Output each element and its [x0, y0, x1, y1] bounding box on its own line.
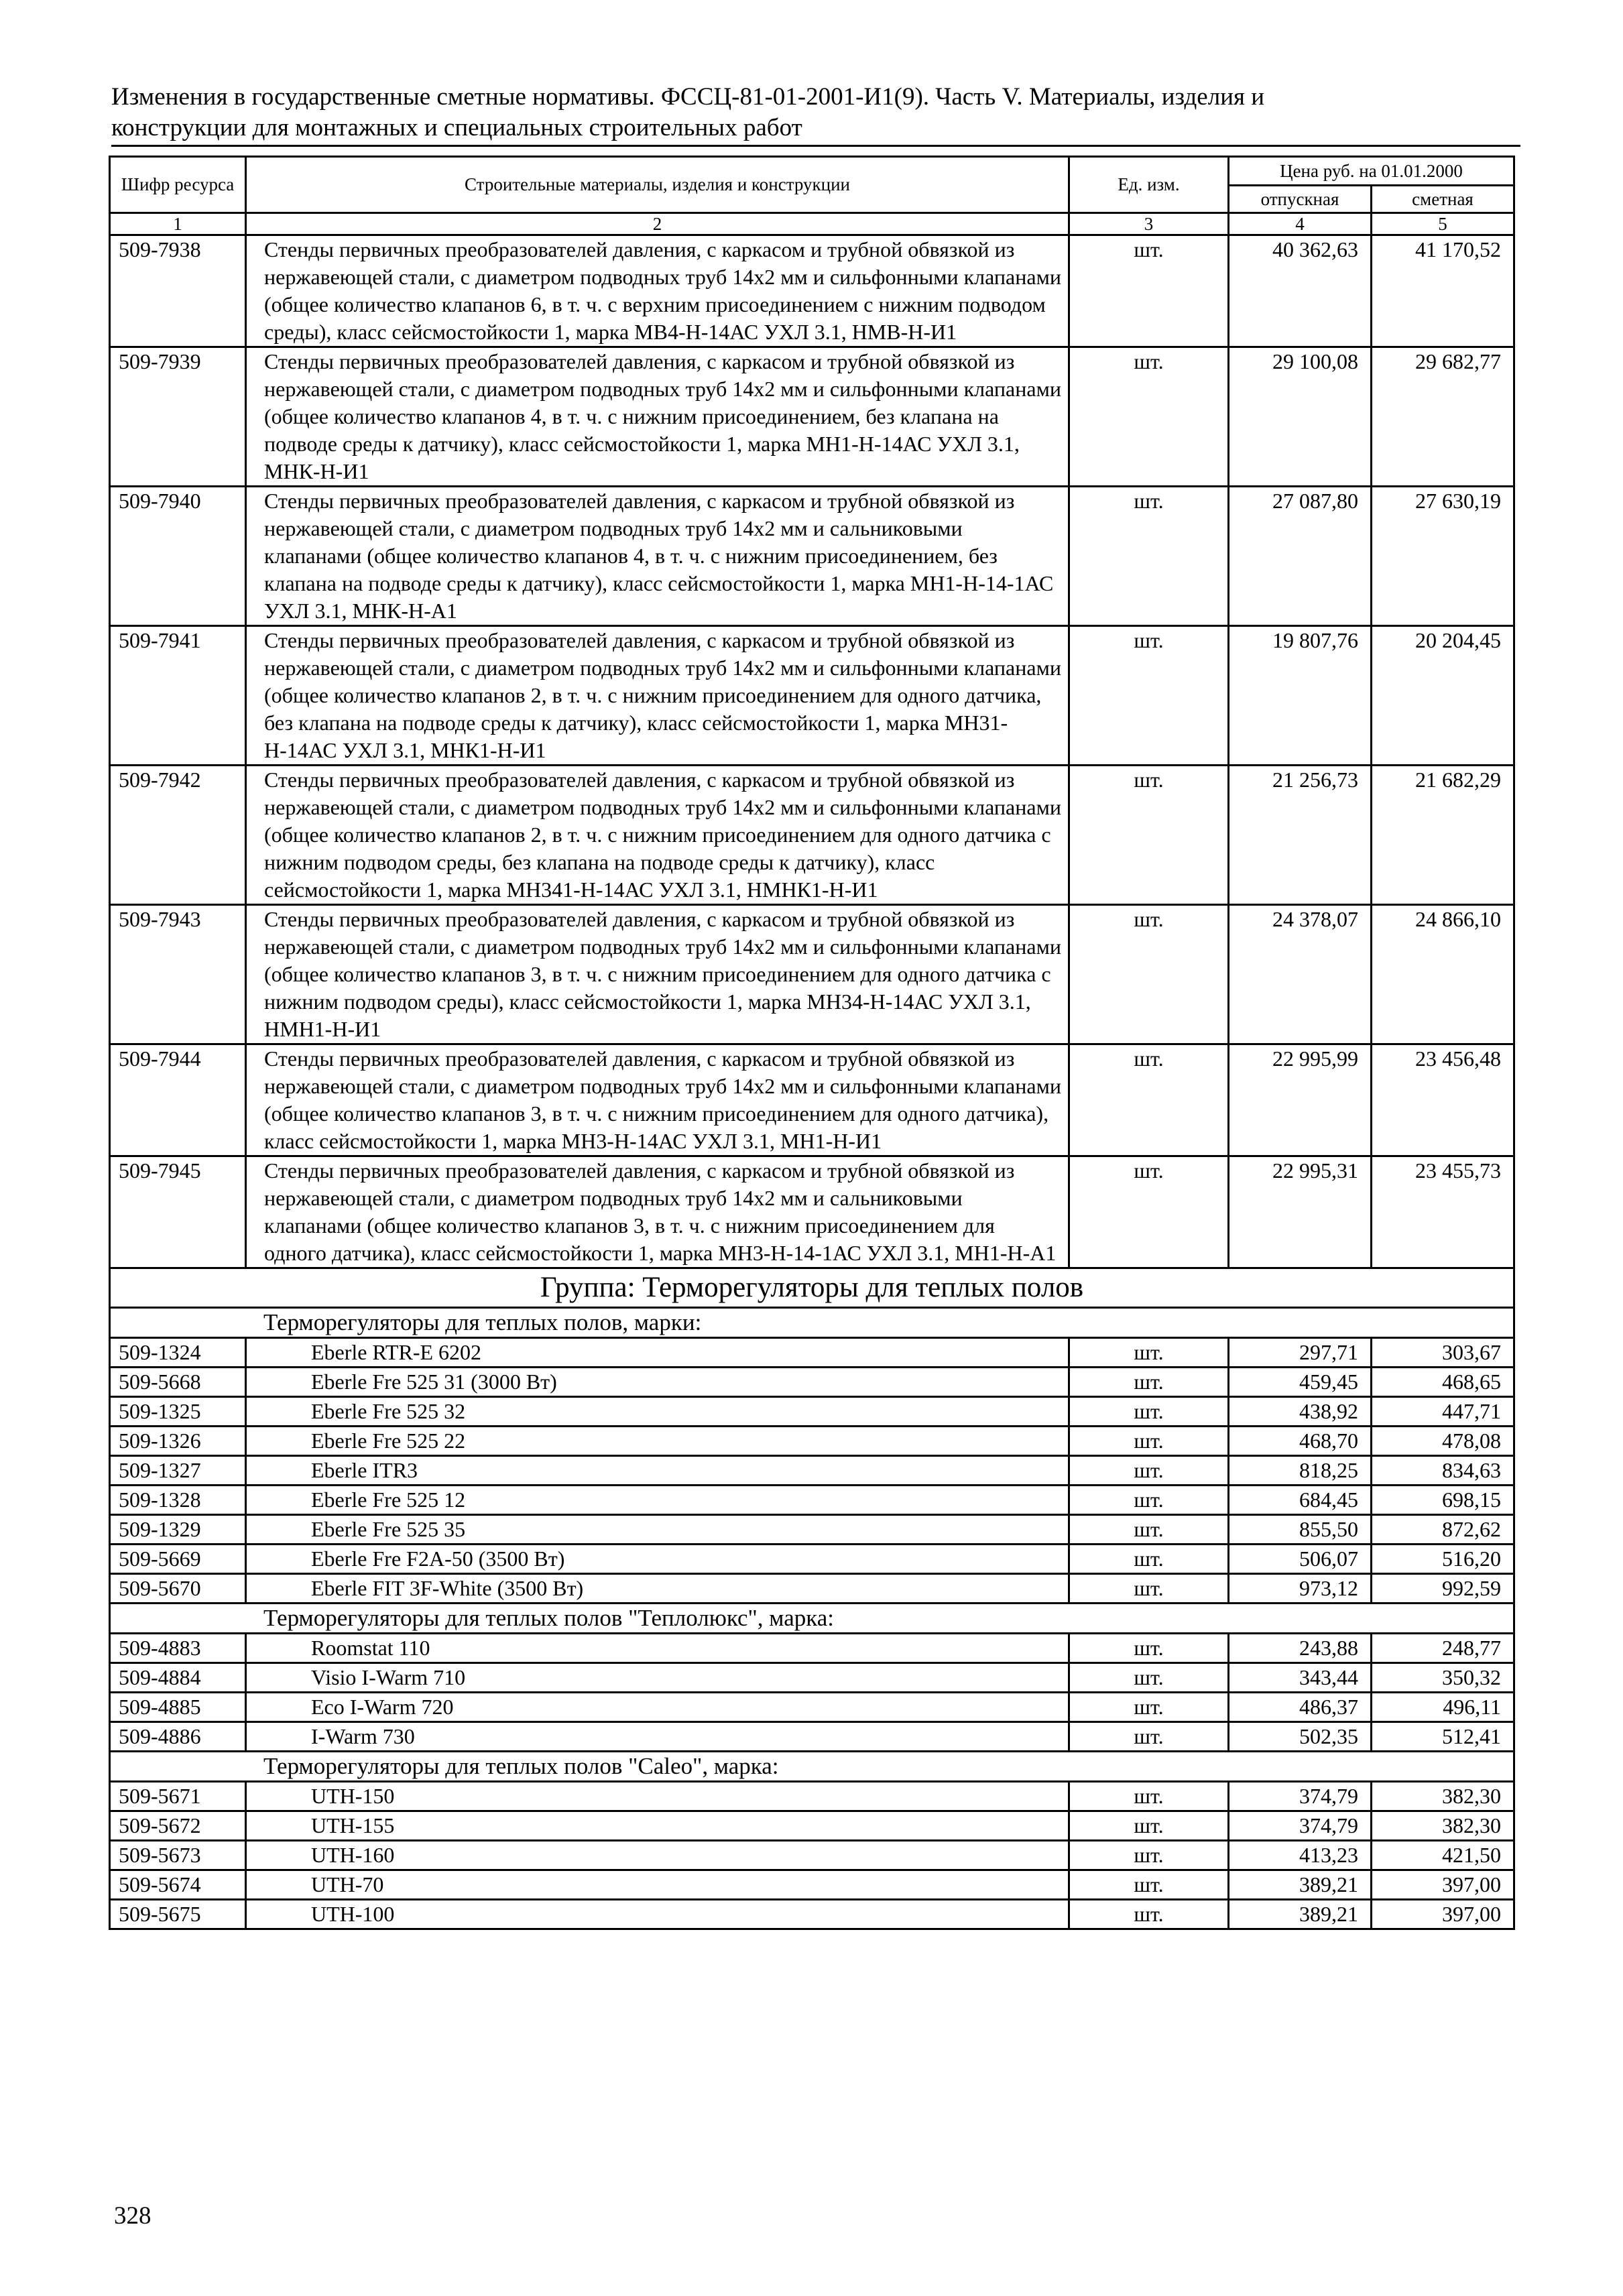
item-unit: шт.: [1069, 1044, 1229, 1156]
resource-code: 509-5675: [110, 1900, 246, 1929]
table-row: [110, 1427, 1514, 1456]
estimate-price: 41 170,52: [1372, 235, 1514, 347]
release-price: 389,21: [1229, 1870, 1372, 1900]
subgroup-header-row: [110, 1752, 1514, 1782]
table-row: [110, 1368, 1514, 1397]
resource-code: 509-7940: [110, 487, 246, 626]
release-price: 374,79: [1229, 1782, 1372, 1811]
item-unit: шт.: [1069, 1545, 1229, 1574]
header-line-1: Изменения в государственные сметные нормативы. ФССЦ-81-01-2001-И1(9). Часть V. Материалы, изделия и: [111, 83, 1265, 111]
resource-code: 509-5672: [110, 1811, 246, 1841]
page-header: [111, 82, 1519, 143]
estimate-price: 496,11: [1372, 1693, 1514, 1722]
table-row: [110, 1044, 1514, 1156]
release-price: 818,25: [1229, 1456, 1372, 1486]
subgroup-rows: [110, 1308, 1514, 1929]
release-price: 22 995,31: [1229, 1156, 1372, 1268]
col-header-code: Шифр ресурса: [110, 157, 246, 213]
group-title: Группа: Терморегуляторы для теплых полов: [110, 1268, 1514, 1308]
release-price: 374,79: [1229, 1811, 1372, 1841]
item-unit: шт.: [1069, 347, 1229, 487]
table-row: [110, 487, 1514, 626]
item-name: Visio I-Warm 710: [246, 1663, 1069, 1693]
col-number-2: 2: [246, 213, 1069, 235]
release-price: 413,23: [1229, 1841, 1372, 1870]
resource-code: 509-7941: [110, 626, 246, 766]
table-row: [110, 1545, 1514, 1574]
release-price: 343,44: [1229, 1663, 1372, 1693]
subgroup-title: Терморегуляторы для теплых полов "Теплолюкс", марка:: [110, 1604, 1514, 1634]
table-row: [110, 1397, 1514, 1427]
table-row: [110, 1782, 1514, 1811]
item-description: Стенды первичных преобразователей давления, с каркасом и трубной обвязкой из нержавеющей стали, с диаметром подводных труб 14х2 мм и сильфонными клапанами (общее количество клапанов 6, в т. ч. с верхним присоединением с нижним подводом среды), класс сейсмостойкости 1, марка МВ4-Н-14АС УХЛ 3.1, НМВ-Н-И1: [246, 235, 1069, 347]
estimate-price: 834,63: [1372, 1456, 1514, 1486]
subgroup-title: Терморегуляторы для теплых полов, марки:: [110, 1308, 1514, 1338]
item-name: Eberle Fre 525 12: [246, 1486, 1069, 1515]
release-price: 24 378,07: [1229, 905, 1372, 1044]
item-unit: шт.: [1069, 1900, 1229, 1929]
item-name: Eberle Fre 525 31 (3000 Вт): [246, 1368, 1069, 1397]
estimate-price: 24 866,10: [1372, 905, 1514, 1044]
release-price: 855,50: [1229, 1515, 1372, 1545]
item-name: Eco I-Warm 720: [246, 1693, 1069, 1722]
estimate-price: 303,67: [1372, 1338, 1514, 1368]
item-name: I-Warm 730: [246, 1722, 1069, 1752]
resource-code: 509-5669: [110, 1545, 246, 1574]
item-name: UTH-70: [246, 1870, 1069, 1900]
estimate-price: 512,41: [1372, 1722, 1514, 1752]
item-unit: шт.: [1069, 1870, 1229, 1900]
item-name: Eberle Fre 525 22: [246, 1427, 1069, 1456]
estimate-price: 382,30: [1372, 1811, 1514, 1841]
estimate-price: 382,30: [1372, 1782, 1514, 1811]
resource-code: 509-7938: [110, 235, 246, 347]
table-row: [110, 1634, 1514, 1663]
release-price: 438,92: [1229, 1397, 1372, 1427]
release-price: 468,70: [1229, 1427, 1372, 1456]
header-line-2: конструкции для монтажных и специальных строительных работ: [111, 114, 802, 141]
item-unit: шт.: [1069, 1722, 1229, 1752]
table-row: [110, 1574, 1514, 1604]
item-unit: шт.: [1069, 1338, 1229, 1368]
item-unit: шт.: [1069, 1634, 1229, 1663]
item-unit: шт.: [1069, 1663, 1229, 1693]
item-unit: шт.: [1069, 1515, 1229, 1545]
resource-code: 509-5674: [110, 1870, 246, 1900]
resource-code: 509-7943: [110, 905, 246, 1044]
release-price: 27 087,80: [1229, 487, 1372, 626]
item-name: UTH-100: [246, 1900, 1069, 1929]
item-description: Стенды первичных преобразователей давления, с каркасом и трубной обвязкой из нержавеющей стали, с диаметром подводных труб 14х2 мм и сильфонными клапанами (общее количество клапанов 2, в т. ч. с нижним присоединением для одного датчика, без клапана на подводе среды к датчику), класс сейсмостойкости 1, марка МН31-Н-14АС УХЛ 3.1, МНК1-Н-И1: [246, 626, 1069, 766]
item-unit: шт.: [1069, 1841, 1229, 1870]
item-name: Eberle Fre F2A-50 (3500 Вт): [246, 1545, 1069, 1574]
item-unit: шт.: [1069, 1574, 1229, 1604]
item-unit: шт.: [1069, 1782, 1229, 1811]
release-price: 29 100,08: [1229, 347, 1372, 487]
item-description: Стенды первичных преобразователей давления, с каркасом и трубной обвязкой из нержавеющей стали, с диаметром подводных труб 14х2 мм и сильфонными клапанами (общее количество клапанов 2, в т. ч. с нижним присоединением для одного датчика с нижним подводом среды, без клапана на подводе среды к датчику), класс сейсмостойкости 1, марка МН341-Н-14АС УХЛ 3.1, НМНК1-Н-И1: [246, 766, 1069, 905]
release-price: 389,21: [1229, 1900, 1372, 1929]
estimate-price: 23 455,73: [1372, 1156, 1514, 1268]
resource-code: 509-7945: [110, 1156, 246, 1268]
release-price: 973,12: [1229, 1574, 1372, 1604]
item-unit: шт.: [1069, 1486, 1229, 1515]
resource-code: 509-1329: [110, 1515, 246, 1545]
item-description: Стенды первичных преобразователей давления, с каркасом и трубной обвязкой из нержавеющей стали, с диаметром подводных труб 14х2 мм и сильфонными клапанами (общее количество клапанов 3, в т. ч. с нижним присоединением для одного датчика с нижним подводом среды), класс сейсмостойкости 1, марка МН34-Н-14АС УХЛ 3.1, НМН1-Н-И1: [246, 905, 1069, 1044]
table-row: [110, 1338, 1514, 1368]
release-price: 243,88: [1229, 1634, 1372, 1663]
item-name: Eberle RTR-E 6202: [246, 1338, 1069, 1368]
resource-code: 509-5668: [110, 1368, 246, 1397]
item-name: UTH-155: [246, 1811, 1069, 1841]
estimate-price: 29 682,77: [1372, 347, 1514, 487]
col-number-1: 1: [110, 213, 246, 235]
estimate-price: 21 682,29: [1372, 766, 1514, 905]
table-row: [110, 1456, 1514, 1486]
subgroup-title: Терморегуляторы для теплых полов "Caleo", марка:: [110, 1752, 1514, 1782]
item-unit: шт.: [1069, 1368, 1229, 1397]
resource-code: 509-7942: [110, 766, 246, 905]
item-name: UTH-160: [246, 1841, 1069, 1870]
release-price: 486,37: [1229, 1693, 1372, 1722]
item-name: Eberle Fre 525 35: [246, 1515, 1069, 1545]
resource-code: 509-4884: [110, 1663, 246, 1693]
release-price: 297,71: [1229, 1338, 1372, 1368]
estimate-price: 421,50: [1372, 1841, 1514, 1870]
resource-code: 509-1325: [110, 1397, 246, 1427]
price-table: [109, 156, 1515, 1930]
resource-code: 509-5673: [110, 1841, 246, 1870]
col-header-estimate-price: сметная: [1372, 186, 1514, 213]
table-row: [110, 1486, 1514, 1515]
main-rows: [110, 235, 1514, 1268]
table-row: [110, 347, 1514, 487]
estimate-price: 698,15: [1372, 1486, 1514, 1515]
table-row: [110, 1811, 1514, 1841]
release-price: 506,07: [1229, 1545, 1372, 1574]
release-price: 459,45: [1229, 1368, 1372, 1397]
estimate-price: 468,65: [1372, 1368, 1514, 1397]
table-row: [110, 235, 1514, 347]
table-row: [110, 1515, 1514, 1545]
resource-code: 509-4885: [110, 1693, 246, 1722]
item-unit: шт.: [1069, 626, 1229, 766]
item-unit: шт.: [1069, 1811, 1229, 1841]
table-row: [110, 1663, 1514, 1693]
estimate-price: 447,71: [1372, 1397, 1514, 1427]
table-row: [110, 905, 1514, 1044]
col-header-unit: Ед. изм.: [1069, 157, 1229, 213]
item-name: Eberle Fre 525 32: [246, 1397, 1069, 1427]
table-row: [110, 1870, 1514, 1900]
item-name: Roomstat 110: [246, 1634, 1069, 1663]
estimate-price: 872,62: [1372, 1515, 1514, 1545]
col-number-3: 3: [1069, 213, 1229, 235]
estimate-price: 992,59: [1372, 1574, 1514, 1604]
table-row: [110, 1693, 1514, 1722]
item-unit: шт.: [1069, 235, 1229, 347]
table-row: [110, 1156, 1514, 1268]
col-header-description: Строительные материалы, изделия и конструкции: [246, 157, 1069, 213]
item-name: UTH-150: [246, 1782, 1069, 1811]
table-row: [110, 766, 1514, 905]
item-unit: шт.: [1069, 1456, 1229, 1486]
col-header-price: Цена руб. на 01.01.2000: [1229, 157, 1514, 186]
estimate-price: 248,77: [1372, 1634, 1514, 1663]
col-number-4: 4: [1229, 213, 1372, 235]
estimate-price: 397,00: [1372, 1870, 1514, 1900]
release-price: 22 995,99: [1229, 1044, 1372, 1156]
item-unit: шт.: [1069, 766, 1229, 905]
item-description: Стенды первичных преобразователей давления, с каркасом и трубной обвязкой из нержавеющей стали, с диаметром подводных труб 14х2 мм и сильфонными клапанами (общее количество клапанов 3, в т. ч. с нижним присоединением для одного датчика), класс сейсмостойкости 1, марка МН3-Н-14АС УХЛ 3.1, МН1-Н-И1: [246, 1044, 1069, 1156]
item-description: Стенды первичных преобразователей давления, с каркасом и трубной обвязкой из нержавеющей стали, с диаметром подводных труб 14х2 мм и сильфонными клапанами (общее количество клапанов 4, в т. ч. с нижним присоединением, без клапана на подводе среды к датчику), класс сейсмостойкости 1, марка МН1-Н-14АС УХЛ 3.1, МНК-Н-И1: [246, 347, 1069, 487]
estimate-price: 27 630,19: [1372, 487, 1514, 626]
estimate-price: 478,08: [1372, 1427, 1514, 1456]
resource-code: 509-1326: [110, 1427, 246, 1456]
item-description: Стенды первичных преобразователей давления, с каркасом и трубной обвязкой из нержавеющей стали, с диаметром подводных труб 14х2 мм и сальниковыми клапанами (общее количество клапанов 4, в т. ч. с нижним присоединением, без клапана на подводе среды к датчику), класс сейсмостойкости 1, марка МН1-Н-14-1АС УХЛ 3.1, МНК-Н-А1: [246, 487, 1069, 626]
table-row: [110, 1722, 1514, 1752]
release-price: 502,35: [1229, 1722, 1372, 1752]
item-name: Eberle ITR3: [246, 1456, 1069, 1486]
col-number-5: 5: [1372, 213, 1514, 235]
estimate-price: 516,20: [1372, 1545, 1514, 1574]
resource-code: 509-5670: [110, 1574, 246, 1604]
resource-code: 509-1324: [110, 1338, 246, 1368]
item-unit: шт.: [1069, 905, 1229, 1044]
resource-code: 509-5671: [110, 1782, 246, 1811]
resource-code: 509-1328: [110, 1486, 246, 1515]
item-unit: шт.: [1069, 1693, 1229, 1722]
header-rule: [111, 145, 1520, 147]
resource-code: 509-7939: [110, 347, 246, 487]
release-price: 21 256,73: [1229, 766, 1372, 905]
item-name: Eberle FIT 3F-White (3500 Вт): [246, 1574, 1069, 1604]
estimate-price: 350,32: [1372, 1663, 1514, 1693]
resource-code: 509-1327: [110, 1456, 246, 1486]
release-price: 684,45: [1229, 1486, 1372, 1515]
table-row: [110, 1900, 1514, 1929]
resource-code: 509-7944: [110, 1044, 246, 1156]
estimate-price: 20 204,45: [1372, 626, 1514, 766]
table-row: [110, 1841, 1514, 1870]
item-unit: шт.: [1069, 1156, 1229, 1268]
item-unit: шт.: [1069, 1397, 1229, 1427]
item-description: Стенды первичных преобразователей давления, с каркасом и трубной обвязкой из нержавеющей стали, с диаметром подводных труб 14х2 мм и сальниковыми клапанами (общее количество клапанов 3, в т. ч. с нижним присоединением для одного датчика), класс сейсмостойкости 1, марка МН3-Н-14-1АС УХЛ 3.1, МН1-Н-А1: [246, 1156, 1069, 1268]
subgroup-header-row: [110, 1604, 1514, 1634]
estimate-price: 397,00: [1372, 1900, 1514, 1929]
col-header-release-price: отпускная: [1229, 186, 1372, 213]
release-price: 40 362,63: [1229, 235, 1372, 347]
resource-code: 509-4886: [110, 1722, 246, 1752]
table-row: [110, 626, 1514, 766]
page-number: 328: [114, 2202, 152, 2230]
item-unit: шт.: [1069, 1427, 1229, 1456]
subgroup-header-row: [110, 1308, 1514, 1338]
estimate-price: 23 456,48: [1372, 1044, 1514, 1156]
release-price: 19 807,76: [1229, 626, 1372, 766]
item-unit: шт.: [1069, 487, 1229, 626]
resource-code: 509-4883: [110, 1634, 246, 1663]
